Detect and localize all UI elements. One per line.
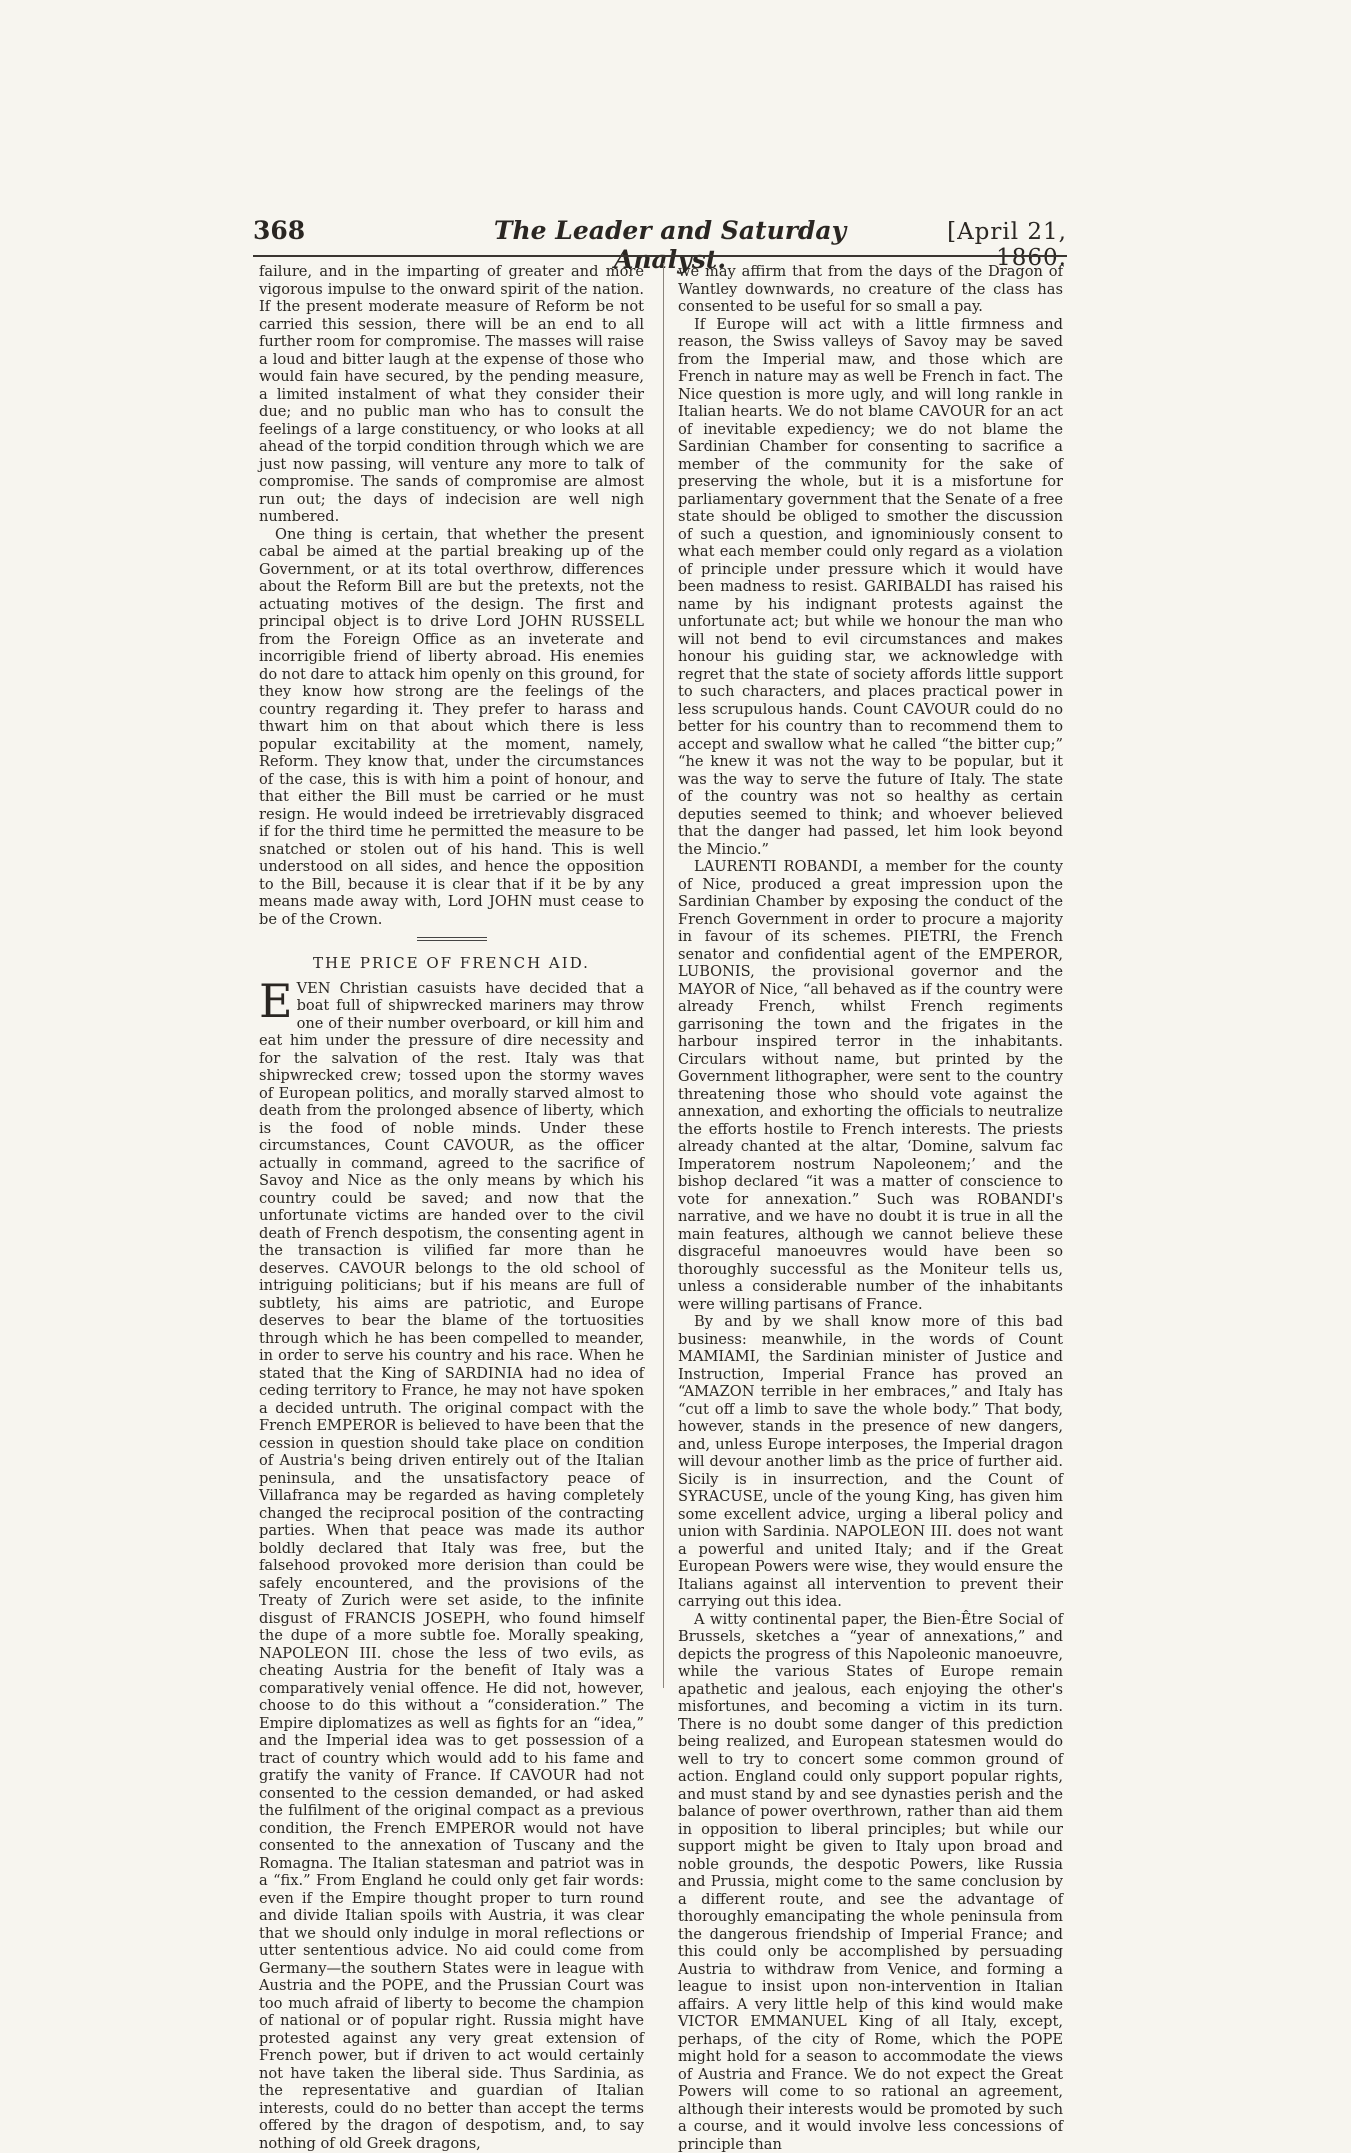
article-paragraph: A witty continental paper, the Bien-Être Social of Brussels, sketches a “year of annexations,” and depicts the progress of this Napoleonic manoeuvre, while the various States of Europe remain apathetic and jealous, each enjoying the other's misfortunes, and becoming a victim in its turn. There is no doubt some danger of this prediction being realized, and European statesmen would do well to try to concert some common ground of action. England could only support popular rights, and must stand by and see dynasties perish and the balance of power overthrown, rather than aid them in opposition to liberal principles; but while our support might be given to Italy upon broad and noble grounds, the despotic Powers, like Russia and Prussia, might come to the same conclusion by a different route, and see the advantage of thoroughly emancipating the whole peninsula from the dangerous friendship of Imperial France; and this could only be accomplished by persuading Austria to withdraw from Venice, and forming a league to insist upon non-intervention in Italian affairs. A very little help of this kind would make VICTOR EMMANUEL King of all Italy, except, perhaps, of the city of Rome, which the POPE might hold for a season to accommodate the views of Austria and France. We do not expect the Great Powers will come to so rational an agreement, although their interests would be promoted by such a course, and it would involve less concessions of principle than xyxy=(678,1611,1063,2153)
article-paragraph: LAURENTI ROBANDI, a member for the county of Nice, produced a great impression upon the Sardinian Chamber by exposing the conduct of the French Government in order to procure a majority in favour of its schemes. PIETRI, the French senator and confidential agent of the EMPEROR, LUBONIS, the provisional governor and the MAYOR of Nice, “all behaved as if the country were already French, whilst French regiments garrisoning the town and the frigates in the harbour inspired terror in the inhabitants. Circulars without name, but printed by the Government lithographer, were sent to the country threatening those who should vote against the annexation, and exhorting the officials to neutralize the efforts hostile to French interests. The priests already chanted at the altar, ‘Domine, salvum fac Imperatorem nostrum Napoleonem;’ and the bishop declared “it was a matter of conscience to vote for annexation.” Such was ROBANDI's narrative, and we have no doubt it is true in all the main features, although we cannot believe these disgraceful manoeuvres would have been so thoroughly successful as the Moniteur tells us, unless a considerable number of the inhabitants were willing partisans of France. xyxy=(678,858,1063,1313)
section-divider xyxy=(417,940,487,941)
page-number: 368 xyxy=(253,216,463,245)
article-paragraph: failure, and in the imparting of greater and more vigorous impulse to the onward spirit of the nation. If the present moderate measure of Reform be not carried this session, there will be an end to all further room for compromise. The masses will raise a loud and bitter laugh at the expense of those who would fain have secured, by the pending measure, a limited instalment of what they consider their due; and no public man who has to consult the feelings of a large constituency, or who looks at all ahead of the torpid condition through which we are just now passing, will venture any more to talk of compromise. The sands of compromise are almost run out; the days of indecision are well nigh numbered. xyxy=(259,263,644,526)
page-header xyxy=(253,216,1067,252)
article-paragraph: By and by we shall know more of this bad business: meanwhile, in the words of Count MAMIAMI, the Sardinian minister of Justice and Instruction, Imperial France has proved an “AMAZON terrible in her embraces,” and Italy has “cut off a limb to save the whole body.” That body, however, stands in the presence of new dangers, and, unless Europe interposes, the Imperial dragon will devour another limb as the price of further aid. Sicily is in insurrection, and the Count of SYRACUSE, uncle of the young King, has given him some excellent advice, urging a liberal policy and union with Sardinia. NAPOLEON III. does not want a powerful and united Italy; and if the Great European Powers were wise, they would ensure the Italians against all intervention to prevent their carrying out this idea. xyxy=(678,1313,1063,1611)
article-paragraph: we may affirm that from the days of the Dragon of Wantley downwards, no creature of the class has consented to be useful for so small a pay. xyxy=(678,263,1063,316)
header-rule xyxy=(253,255,1067,257)
article-paragraph xyxy=(259,980,644,2153)
section-divider xyxy=(417,937,487,938)
article-paragraph: If Europe will act with a little firmness and reason, the Swiss valleys of Savoy may be saved from the Imperial maw, and those which are French in nature may as well be French in fact. The Nice question is more ugly, and will long rankle in Italian hearts. We do not blame CAVOUR for an act of inevitable expediency; we do not blame the Sardinian Chamber for consenting to sacrifice a member of the community for the sake of preserving the whole, but it is a misfortune for parliamentary government that the Senate of a free state should be obliged to smother the discussion of such a question, and ignominiously consent to what each member could only regard as a violation of principle under pressure which it would have been madness to resist. GARIBALDI has raised his name by his indignant protests against the unfortunate act; but while we honour the man who will not bend to evil circumstances and makes honour his guiding star, we acknowledge with regret that the state of society affords little support to such characters, and places practical power in less scrupulous hands. Count CAVOUR could do no better for his country than to recommend them to accept and swallow what he called “the bitter cup;” “he knew it was not the way to be popular, but it was the way to serve the future of Italy. The state of the country was not so healthy as certain deputies seemed to think; and whoever believed that the danger had passed, let him look beyond the Mincio.” xyxy=(678,316,1063,859)
article-paragraph: One thing is certain, that whether the present cabal be aimed at the partial breaking up of the Government, or at its total overthrow, differences about the Reform Bill are but the pretexts, not the actuating motives of the design. The first and principal object is to drive Lord JOHN RUSSELL from the Foreign Office as an inveterate and incorrigible friend of liberty abroad. His enemies do not dare to attack him openly on this ground, for they know how strong are the feelings of the country regarding it. They prefer to harass and thwart him on that about which there is less popular excitability at the moment, namely, Reform. They know that, under the circumstances of the case, this is with him a point of honour, and that either the Bill must be carried or he must resign. He would indeed be irretrievably disgraced if for the third time he permitted the measure to be snatched or stolen out of his hand. This is well understood on all sides, and hence the opposition to the Bill, because it is clear that if it be by any means made away with, Lord JOHN must cease to be of the Crown. xyxy=(259,526,644,929)
right-column xyxy=(678,263,1063,1688)
left-column xyxy=(259,263,644,1688)
masthead-title: The Leader and Saturday Analyst. xyxy=(463,216,877,274)
section-title: THE PRICE OF FRENCH AID. xyxy=(259,955,644,973)
article-paragraph-text: VEN Christian casuists have decided that a boat full of shipwrecked mariners may throw one of their number overboard, or kill him and eat him under the pressure of dire necessity and for the salvation of the rest. Italy was that shipwrecked crew; tossed upon the stormy waves of European politics, and morally starved almost to death from the prolonged absence of liberty, which is the food of noble minds. Under these circumstances, Count CAVOUR, as the officer actually in command, agreed to the sacrifice of Savoy and Nice as the only means by which his country could be saved; and now that the unfortunate victims are handed over to the civil death of French despotism, the consenting agent in the transaction is vilified far more than he deserves. CAVOUR belongs to the old school of intriguing politicians; but if his means are full of subtlety, his aims are patriotic, and Europe deserves to bear the blame of the tortuosities through which he has been compelled to meander, in order to serve his country and his race. When he stated that the King of SARDINIA had no idea of ceding territory to France, he may not have spoken a decided untruth. The original compact with the French EMPEROR is believed to have been that the cession in question should take place on condition of Austria's being driven entirely out of the Italian peninsula, and the unsatisfactory peace of Villafranca may be regarded as having completely changed the reciprocal position of the contracting parties. When that peace was made its author boldly declared that Italy was free, but the falsehood provoked more derision than could be safely encountered, and the provisions of the Treaty of Zurich were set aside, to the infinite disgust of FRANCIS JOSEPH, who found himself the dupe of a more subtle foe. Morally speaking, NAPOLEON III. chose the less of two evils, as cheating Austria for the benefit of Italy was a comparatively venial offence. He did not, however, choose to do this without a “consideration.” The Empire diplomatizes as well as fights for an “idea,” and the Imperial idea was to get possession of a tract of country which would add to his fame and gratify the vanity of France. If CAVOUR had not consented to the cession demanded, or had asked the fulfilment of the original compact as a previous condition, the French EMPEROR would not have consented to the annexation of Tuscany and the Romagna. The Italian statesman and patriot was in a “fix.” From England he could only get fair words: even if the Empire thought proper to turn round and divide Italian spoils with Austria, it was clear that we should only indulge in moral reflections or utter sententious advice. No aid could come from Germany—the southern States were in league with Austria and the POPE, and the Prussian Court was too much afraid of liberty to become the champion of national or of popular right. Russia might have protested against any very great extension of French power, but if driven to act would certainly not have taken the liberal side. Thus Sardinia, as the representative and guardian of Italian interests, could do no better than accept the terms offered by the dragon of despotism, and, to say nothing of old Greek dragons, xyxy=(259,980,644,2152)
drop-cap: E xyxy=(259,980,297,1020)
column-divider xyxy=(663,263,664,1688)
issue-date: [April 21, 1860. xyxy=(877,219,1067,271)
